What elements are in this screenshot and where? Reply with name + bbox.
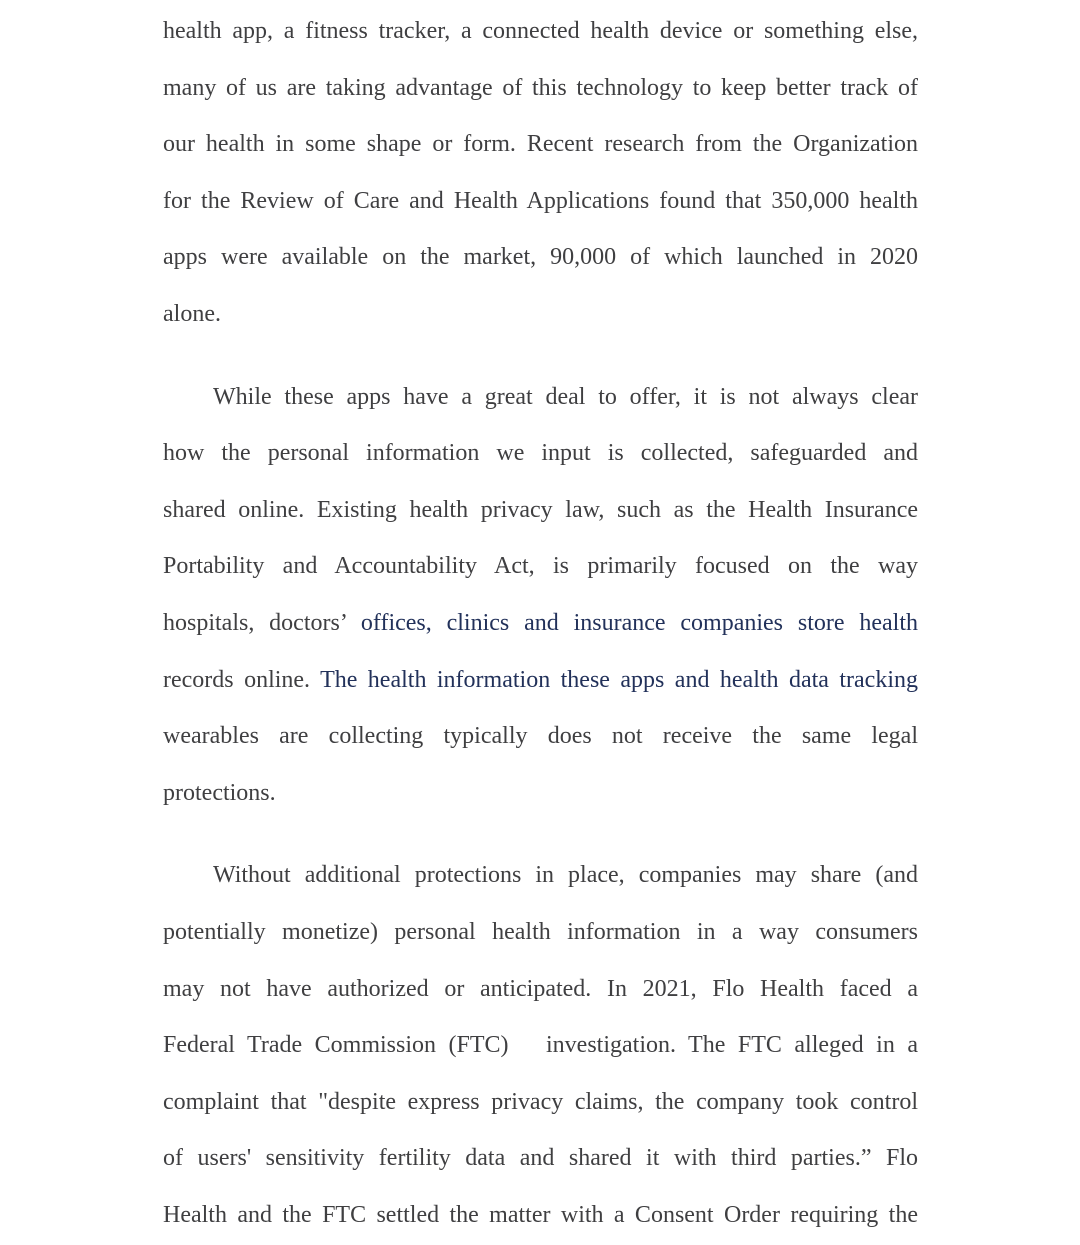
text-line: shared online. Existing health privacy law, such as the Health Insurance bbox=[163, 496, 918, 523]
text-line: protections. bbox=[163, 779, 276, 806]
text-line: of users' sensitivity fertility data and shared it with third parties.” Flo bbox=[163, 1145, 918, 1172]
text-line: Federal Trade Commission (FTC) investigation. The FTC alleged in a bbox=[163, 1032, 918, 1059]
text-line: alone. bbox=[163, 300, 221, 327]
text-segment: The health information these apps and health data tracking bbox=[320, 666, 919, 693]
text-line: for the Review of Care and Health Applications found that 350,000 health bbox=[163, 187, 918, 214]
text-line: complaint that "despite express privacy claims, the company took control bbox=[163, 1088, 918, 1115]
text-line: wearables are collecting typically does not receive the same legal bbox=[163, 723, 918, 750]
paragraph bbox=[163, 3, 918, 343]
text-line bbox=[163, 595, 918, 652]
text-line: many of us are taking advantage of this technology to keep better track of bbox=[163, 74, 918, 101]
text-segment: records online. bbox=[163, 666, 321, 693]
text-line: how the personal information we input is collected, safeguarded and bbox=[163, 440, 918, 467]
text-line bbox=[163, 652, 918, 709]
text-segment: hospitals, doctors’ bbox=[163, 609, 361, 636]
document-body bbox=[163, 3, 918, 1243]
text-segment: offices, clinics and insurance companies store health bbox=[360, 609, 918, 636]
text-line: apps were available on the market, 90,000 of which launched in 2020 bbox=[163, 244, 918, 271]
text-line: While these apps have a great deal to offer, it is not always clear bbox=[213, 383, 918, 410]
paragraph bbox=[163, 369, 918, 822]
text-line: health app, a fitness tracker, a connected health device or something else, bbox=[163, 18, 918, 44]
text-line: our health in some shape or form. Recent research from the Organization bbox=[163, 131, 918, 158]
text-line: Health and the FTC settled the matter with a Consent Order requiring the bbox=[163, 1201, 918, 1228]
text-line: Portability and Accountability Act, is primarily focused on the way bbox=[163, 553, 918, 580]
text-line: may not have authorized or anticipated. In 2021, Flo Health faced a bbox=[163, 975, 918, 1002]
paragraph bbox=[163, 847, 918, 1243]
text-line: Without additional protections in place, companies may share (and bbox=[213, 862, 918, 889]
text-line: potentially monetize) personal health information in a way consumers bbox=[163, 918, 918, 945]
